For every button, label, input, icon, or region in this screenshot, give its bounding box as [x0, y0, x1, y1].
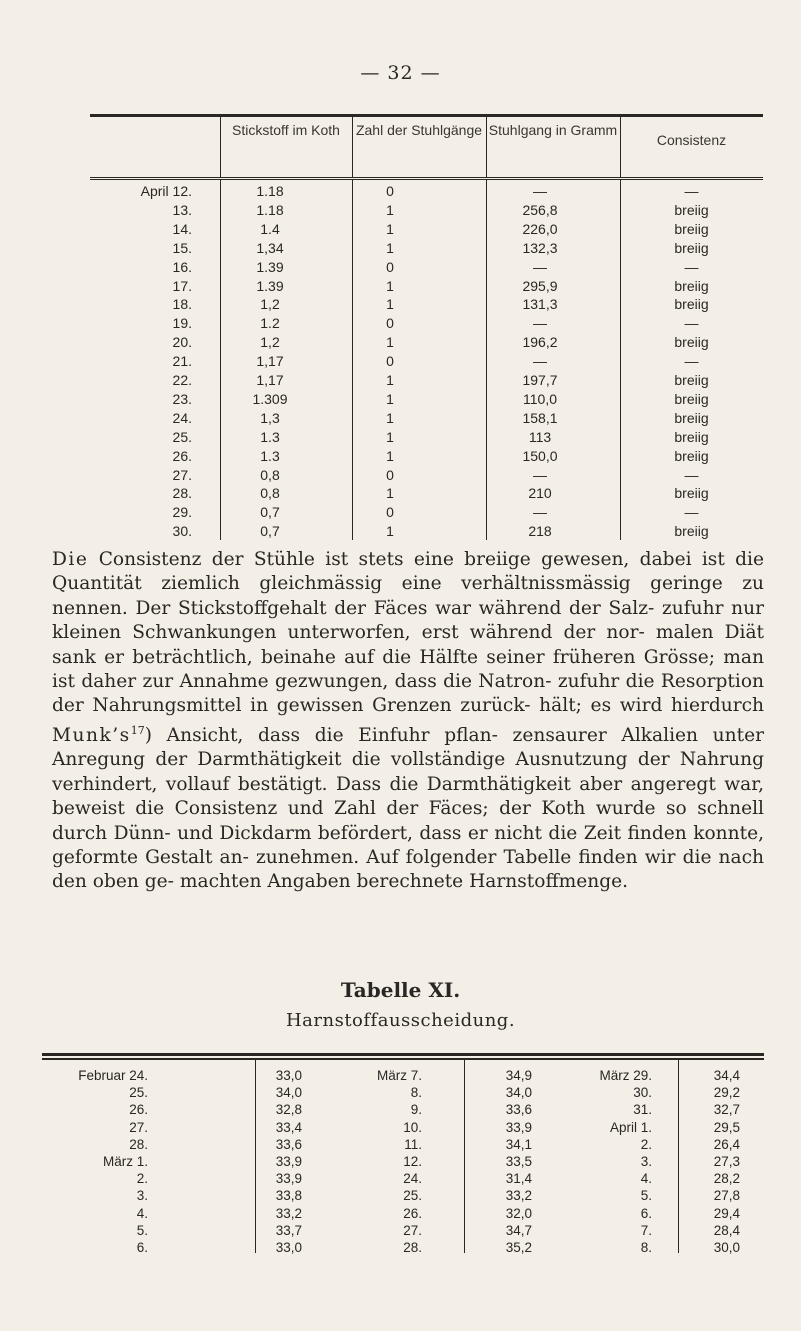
- row-date: 4.: [640, 1171, 652, 1187]
- row-date: 15.: [172, 239, 192, 256]
- row-value: 33,2: [505, 1188, 532, 1204]
- row-date: 9.: [410, 1102, 422, 1118]
- row-date: 12.: [403, 1154, 422, 1169]
- row-value: 26,4: [713, 1136, 740, 1152]
- header-zahl: Zahl der Stuhlgänge: [355, 122, 483, 138]
- row-value: 33,7: [275, 1222, 302, 1238]
- row-consistenz: —: [684, 315, 699, 332]
- row-date: 26.: [172, 447, 192, 464]
- row-value: 30,0: [713, 1240, 740, 1255]
- row-date: 26.: [403, 1205, 422, 1221]
- row-gramm: —: [533, 258, 547, 275]
- row-consistenz: breiig: [674, 220, 709, 237]
- table-row: [42, 1102, 764, 1118]
- row-date: 11.: [404, 1136, 422, 1152]
- row-date: März 7.: [376, 1068, 422, 1083]
- row-zahl: 0: [386, 315, 394, 332]
- table-row: [42, 1240, 764, 1256]
- row-consistenz: breiig: [674, 334, 709, 351]
- row-gramm: 210: [528, 485, 552, 502]
- table-row: [90, 333, 763, 351]
- row-stickstoff: 1,3: [260, 409, 280, 426]
- row-consistenz: —: [684, 466, 699, 483]
- row-date: 5.: [136, 1222, 148, 1238]
- row-date: 27.: [403, 1222, 422, 1238]
- row-date: 25.: [403, 1188, 422, 1204]
- row-gramm: —: [533, 466, 547, 483]
- row-zahl: 1: [386, 428, 394, 445]
- row-date: 16.: [172, 258, 192, 275]
- row-gramm: 131,3: [522, 296, 558, 313]
- row-value: 28,4: [713, 1222, 740, 1238]
- table-row: [90, 258, 763, 276]
- row-value: 32,0: [505, 1205, 532, 1221]
- row-gramm: 150,0: [522, 447, 558, 464]
- row-zahl: 0: [386, 466, 394, 483]
- table-row: [90, 295, 763, 313]
- table-row: [90, 447, 763, 465]
- table-row: [42, 1137, 764, 1153]
- row-value: 28,2: [713, 1171, 740, 1187]
- row-stickstoff: 1,2: [260, 334, 280, 351]
- header-stuhlgang: Stuhlgang in Gramm: [488, 122, 618, 138]
- row-stickstoff: 1,34: [256, 239, 284, 256]
- paragraph-text-1: Consistenz der Stühle ist stets eine breiige gewesen, dabei ist die Quantität ziemlich gleichmässig eine verhältnissmässig geringe zu nennen. Der Stickstoffgehalt der Fäces war während der Salz- zufuhr nur kleinen Schwankungen unterworfen, erst während der nor- malen Diät sank er beträchtlich, beinahe auf die Hälfte seiner früheren Grösse; man ist daher zur Annahme gezwungen, dass die Natron- zufuhr die Resorption der Nahrungsmittel in gewissen Grenzen zurück- hält; es wird hierdurch: [52, 549, 764, 717]
- table-row: [90, 484, 763, 502]
- row-date: 27.: [129, 1119, 148, 1135]
- row-date: 6.: [136, 1240, 148, 1255]
- row-value: 33,2: [275, 1205, 302, 1221]
- row-gramm: 110,0: [523, 390, 557, 407]
- row-value: 33,9: [275, 1171, 302, 1187]
- table-row: [90, 503, 763, 521]
- paragraph-start: Die: [52, 549, 89, 570]
- row-stickstoff: 1.18: [256, 201, 284, 218]
- row-consistenz: breiig: [674, 201, 709, 218]
- row-value: 29,5: [713, 1119, 740, 1135]
- row-value: 32,7: [713, 1102, 740, 1118]
- row-zahl: 1: [386, 239, 394, 256]
- table-row: [90, 314, 763, 332]
- table-row: [42, 1085, 764, 1101]
- row-date: 23.: [172, 390, 192, 407]
- row-date: 2.: [136, 1171, 148, 1187]
- row-zahl: 1: [386, 296, 394, 313]
- row-gramm: 226,0: [522, 220, 558, 237]
- row-value: 34,7: [505, 1222, 532, 1238]
- row-zahl: 1: [386, 220, 394, 237]
- row-date: 25.: [129, 1085, 148, 1101]
- consistency-table: [90, 114, 763, 540]
- table-row: [90, 428, 763, 446]
- row-date: 28.: [129, 1136, 148, 1152]
- row-zahl: 1: [386, 334, 394, 351]
- row-consistenz: breiig: [674, 428, 709, 445]
- row-stickstoff: 1.18: [256, 183, 284, 199]
- table-row: [90, 409, 763, 427]
- row-stickstoff: 1,17: [256, 353, 284, 370]
- table-row: [90, 239, 763, 257]
- row-value: 33,9: [275, 1154, 302, 1169]
- row-date: 10.: [403, 1119, 422, 1135]
- row-gramm: 256,8: [522, 201, 558, 218]
- table-row: [90, 220, 763, 238]
- row-gramm: 196,2: [522, 334, 558, 351]
- table-row: [42, 1223, 764, 1239]
- row-stickstoff: 0,7: [260, 504, 280, 521]
- row-date: 24.: [172, 409, 192, 426]
- row-gramm: —: [533, 504, 547, 521]
- row-stickstoff: 1.39: [256, 277, 284, 294]
- row-gramm: 132,3: [522, 239, 558, 256]
- row-consistenz: breiig: [674, 372, 709, 388]
- row-consistenz: —: [684, 504, 699, 521]
- row-date: 5.: [640, 1188, 652, 1204]
- row-consistenz: breiig: [674, 485, 709, 502]
- row-date: 30.: [633, 1085, 652, 1101]
- row-date: 7.: [640, 1222, 652, 1238]
- row-date: 20.: [172, 334, 192, 351]
- row-value: 33,6: [275, 1136, 302, 1152]
- row-date: 2.: [640, 1136, 652, 1152]
- body-paragraph: [52, 548, 764, 895]
- row-consistenz: breiig: [674, 447, 709, 464]
- row-value: 34,0: [275, 1085, 302, 1101]
- row-date: 6.: [640, 1205, 652, 1221]
- row-consistenz: breiig: [674, 523, 709, 540]
- row-consistenz: —: [684, 258, 699, 275]
- table-header: [90, 117, 763, 180]
- row-date: 13.: [172, 201, 192, 218]
- row-date: 19.: [172, 315, 192, 332]
- row-date: 22.: [172, 372, 192, 388]
- row-value: 33,9: [505, 1119, 532, 1135]
- row-zahl: 0: [386, 183, 394, 199]
- author-name: Munk’s: [52, 725, 131, 747]
- row-zahl: 0: [386, 353, 394, 370]
- row-date: 31.: [633, 1102, 652, 1118]
- row-date: 18.: [172, 296, 192, 313]
- row-zahl: 1: [386, 277, 394, 294]
- table-row: [90, 466, 763, 484]
- table-row: [42, 1154, 764, 1170]
- row-date: 17.: [172, 277, 192, 294]
- table-title: Tabelle XI.: [340, 978, 461, 1002]
- row-zahl: 1: [386, 409, 394, 426]
- table-body: [42, 1068, 764, 1268]
- paragraph-text-2: ) Ansicht, dass die Einfuhr pflan- zensaurer Alkalien unter Anregung der Darmthätigkeit die vollständige Ausnutzung der Nahrung verhindert, vollauf bestätigt. Dass die Darmthätigkeit aber angeregt war, beweist die Consistenz und Zahl der Fäces; der Koth wurde so schnell durch Dünn- und Dickdarm befördert, dass er nicht die Zeit finden konnte, geformte Gestalt an- zunehmen. Auf folgender Tabelle finden wir die nach den oben ge- machten Angaben berechnete Harnstoffmenge.: [52, 725, 764, 893]
- row-value: 34,9: [505, 1068, 532, 1083]
- row-zahl: 0: [386, 258, 394, 275]
- table-row: [42, 1171, 764, 1187]
- row-zahl: 1: [386, 390, 394, 407]
- row-date: März 29.: [599, 1068, 652, 1083]
- row-zahl: 0: [386, 504, 394, 521]
- row-consistenz: breiig: [674, 296, 709, 313]
- page-number: — 32 —: [360, 62, 441, 84]
- row-gramm: —: [533, 353, 547, 370]
- table-subtitle: Harnstoffausscheidung.: [285, 1010, 516, 1031]
- table-row: [42, 1188, 764, 1204]
- row-value: 29,4: [713, 1205, 740, 1221]
- row-date: 26.: [129, 1102, 148, 1118]
- row-gramm: 218: [528, 523, 552, 540]
- table-body: [90, 180, 763, 540]
- row-value: 27,8: [713, 1188, 740, 1204]
- row-date: 4.: [136, 1205, 148, 1221]
- row-value: 34,1: [505, 1136, 532, 1152]
- row-consistenz: breiig: [674, 239, 709, 256]
- row-gramm: —: [533, 183, 547, 199]
- row-zahl: 1: [386, 523, 394, 540]
- row-value: 35,2: [505, 1240, 532, 1255]
- harnstoff-table: [42, 1053, 764, 1268]
- row-value: 27,3: [713, 1154, 740, 1169]
- row-stickstoff: 1,17: [256, 372, 284, 388]
- row-stickstoff: 0,8: [260, 466, 280, 483]
- row-zahl: 1: [386, 447, 394, 464]
- footnote-marker: 17: [130, 723, 145, 737]
- row-value: 31,4: [505, 1171, 532, 1187]
- row-stickstoff: 1.309: [252, 390, 288, 407]
- row-date: März 1.: [102, 1154, 148, 1169]
- row-date: 29.: [172, 504, 192, 521]
- row-stickstoff: 1.3: [260, 447, 280, 464]
- row-consistenz: —: [684, 183, 699, 199]
- row-value: 34,0: [505, 1085, 532, 1101]
- row-stickstoff: 1.39: [256, 258, 284, 275]
- row-date: 30.: [172, 523, 192, 540]
- table-row: [90, 522, 763, 540]
- table-row: [90, 371, 763, 389]
- table-row: [42, 1068, 764, 1084]
- row-value: 29,2: [713, 1085, 740, 1101]
- table-row: [90, 201, 763, 219]
- row-date: 21.: [172, 353, 192, 370]
- row-value: 33,0: [275, 1068, 302, 1083]
- row-gramm: 295,9: [522, 277, 558, 294]
- row-consistenz: —: [684, 353, 699, 370]
- row-stickstoff: 0,8: [260, 485, 280, 502]
- row-consistenz: breiig: [674, 390, 709, 407]
- row-value: 33,4: [275, 1119, 302, 1135]
- table-row: [90, 390, 763, 408]
- row-zahl: 1: [386, 485, 394, 502]
- row-date: Februar 24.: [78, 1068, 148, 1083]
- row-gramm: 197,7: [522, 372, 558, 388]
- row-date: 24.: [403, 1171, 422, 1187]
- row-date: 8.: [640, 1240, 652, 1255]
- row-date: April 1.: [609, 1119, 652, 1135]
- row-value: 32,8: [275, 1102, 302, 1118]
- header-consistenz: Consistenz: [656, 132, 727, 148]
- table-rule: [42, 1056, 764, 1060]
- table-row: [42, 1206, 764, 1222]
- table-row: [90, 277, 763, 295]
- row-consistenz: breiig: [674, 409, 709, 426]
- row-consistenz: breiig: [674, 277, 709, 294]
- row-stickstoff: 1.4: [260, 220, 280, 237]
- row-zahl: 1: [386, 372, 394, 388]
- row-date: 3.: [136, 1188, 148, 1204]
- row-date: 27.: [172, 466, 192, 483]
- row-value: 33,0: [275, 1240, 302, 1255]
- row-date: April 12.: [140, 183, 192, 199]
- table-row: [90, 182, 763, 200]
- row-date: 8.: [410, 1085, 422, 1101]
- row-stickstoff: 1.3: [260, 428, 280, 445]
- row-date: 3.: [640, 1154, 652, 1169]
- header-stickstoff: Stickstoff im Koth: [232, 122, 340, 138]
- row-stickstoff: 1,2: [260, 296, 280, 313]
- row-gramm: 113: [528, 428, 552, 445]
- row-stickstoff: 0,7: [260, 523, 280, 540]
- row-value: 33,5: [505, 1154, 532, 1169]
- row-date: 25.: [172, 428, 192, 445]
- row-date: 28.: [403, 1240, 422, 1255]
- row-gramm: 158,1: [522, 409, 558, 426]
- row-stickstoff: 1.2: [260, 315, 280, 332]
- table-row: [42, 1120, 764, 1136]
- table-row: [90, 352, 763, 370]
- row-zahl: 1: [386, 201, 394, 218]
- row-value: 33,8: [275, 1188, 302, 1204]
- row-value: 33,6: [505, 1102, 532, 1118]
- row-date: 28.: [172, 485, 192, 502]
- row-gramm: —: [533, 315, 547, 332]
- row-value: 34,4: [713, 1068, 740, 1083]
- row-date: 14.: [172, 220, 192, 237]
